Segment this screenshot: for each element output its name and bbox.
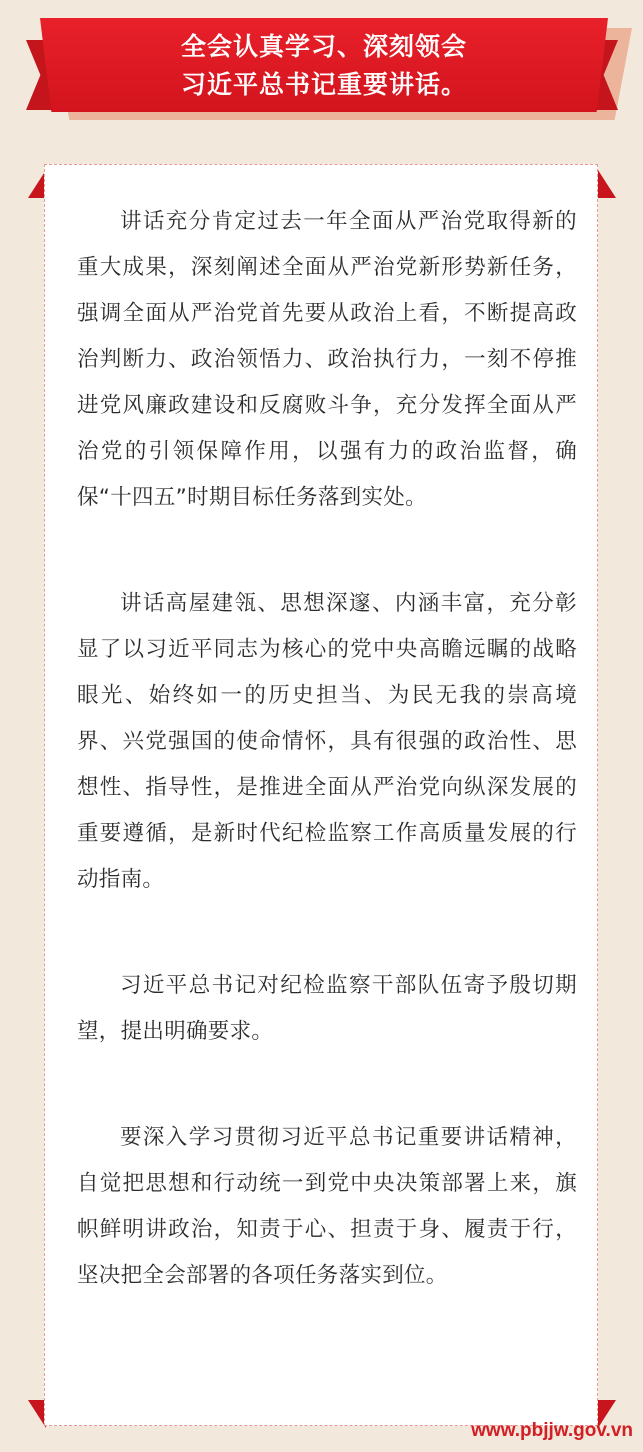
title-banner: [0, 0, 643, 140]
card-tab-right-top: [598, 170, 616, 198]
content-card: [44, 164, 598, 1426]
paragraph: 习近平总书记对纪检监察干部队伍寄予殷切期望，提出明确要求。: [77, 973, 577, 1044]
paragraph: 讲话高屋建瓴、思想深邃、内涵丰富，充分彰显了以习近平同志为核心的党中央高瞻远瞩的战略眼光、始终如一的历史担当、为民无我的崇高境界、兴党强国的使命情怀，具有很强的政治性、思想性、指导性，是推进全面从严治党向纵深发展的重要遵循，是新时代纪检监察工作高质量发展的行动指南。: [77, 591, 577, 892]
banner-title: [40, 28, 608, 104]
source-watermark: www.pbjjw.gov.vn: [471, 1420, 633, 1441]
article-body: [77, 199, 577, 1359]
banner-title-line-1: 全会认真学习、深刻领会: [180, 32, 467, 61]
paragraph: 要深入学习贯彻习近平总书记重要讲话精神，自觉把思想和行动统一到党中央决策部署上来，旗帜鲜明讲政治，知责于心、担责于身、履责于行，坚决把全会部署的各项任务落实到位。: [77, 1125, 577, 1288]
banner-title-line-2: 习近平总书记重要讲话。: [180, 70, 467, 99]
paragraph: 讲话充分肯定过去一年全面从严治党取得新的重大成果，深刻阐述全面从严治党新形势新任务，强调全面从严治党首先要从政治上看，不断提高政治判断力、政治领悟力、政治执行力，一刻不停推进党风廉政建设和反腐败斗争，充分发挥全面从严治党的引领保障作用，以强有力的政治监督，确保“十四五”时期目标任务落到实处。: [77, 209, 577, 510]
